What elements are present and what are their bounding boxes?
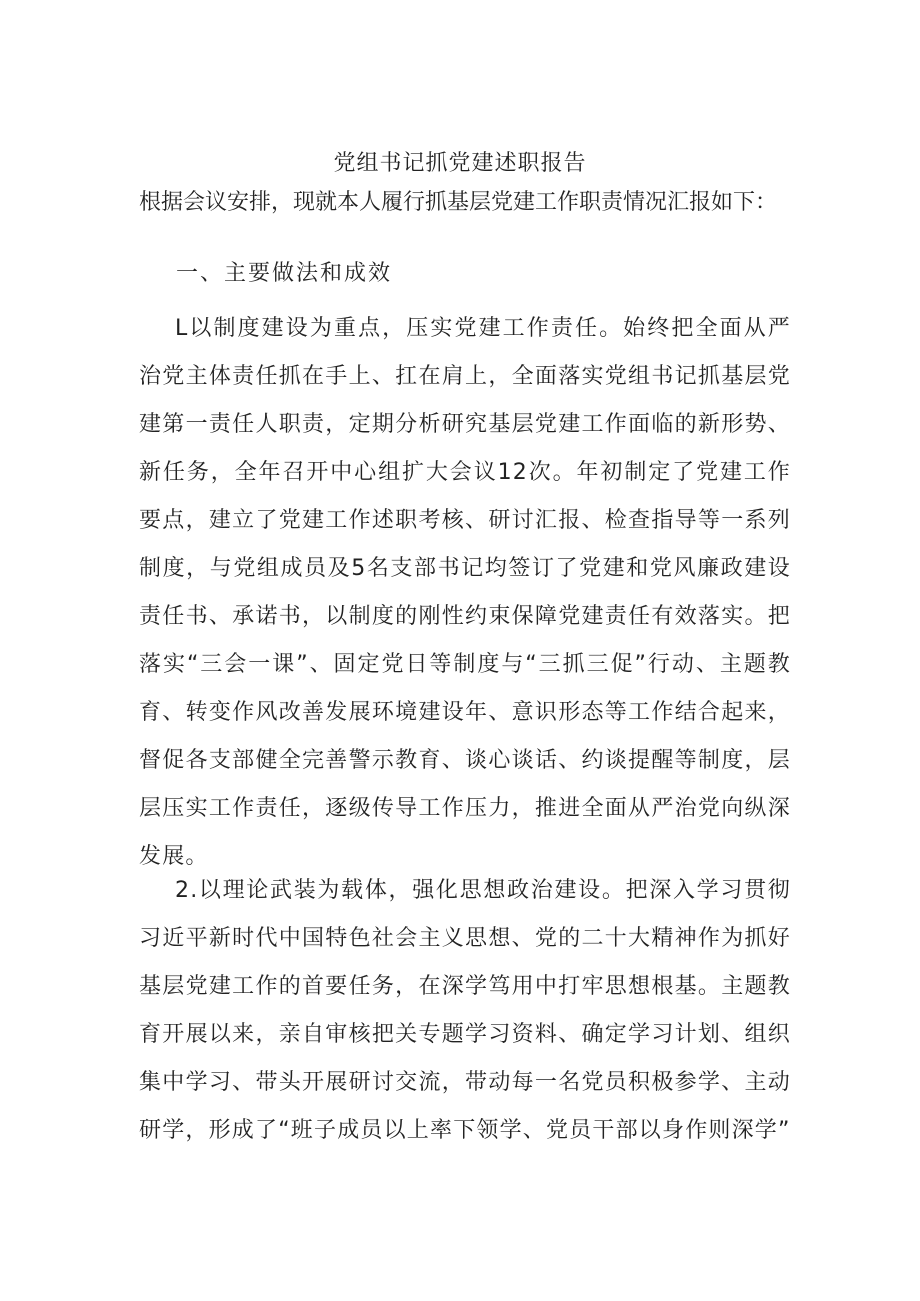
intro-sentence: 根据会议安排，现就本人履行抓基层党建工作职责情况汇报如下： — [139, 190, 778, 215]
paragraph-1: L以制度建设为重点，压实党建工作责任。始终把全面从严治党主体责任抓在手上、扛在肩上，全面落实党组书记抓基层党建第一责任人职责，定期分析研究基层党建工作面临的新形势、新任务，全年召开中心组扩大会议12次。年初制定了党建工作要点，建立了党建工作述职考核、研讨汇报、检查指导等一系列制度，与党组成员及5名支部书记均签订了党建和党风廉政建设责任书、承诺书，以制度的刚性约束保障党建责任有效落实。把落实“三会一课”、固定党日等制度与“三抓三促”行动、主题教育、转变作风改善发展环境建设年、意识形态等工作结合起来，督促各支部健全完善警示教育、谈心谈话、约谈提醒等制度，层层压实工作责任，逐级传导工作压力，推进全面从严治党向纵深发展。 — [139, 316, 791, 869]
section-heading: 一、主要做法和成效 — [176, 261, 393, 286]
paragraph-2: 2.以理论武装为载体，强化思想政治建设。把深入学习贯彻习近平新时代中国特色社会主义思想、党的二十大精神作为抓好基层党建工作的首要任务，在深学笃用中打牢思想根基。主题教育开展以来，亲自审核把关专题学习资料、确定学习计划、组织集中学习、带头开展研讨交流，带动每一名党员积极参学、主动研学，形成了“班子成员以上率下领学、党员干部以身作则深学” — [139, 878, 791, 1143]
document-title: 党组书记抓党建述职报告 — [333, 151, 587, 176]
